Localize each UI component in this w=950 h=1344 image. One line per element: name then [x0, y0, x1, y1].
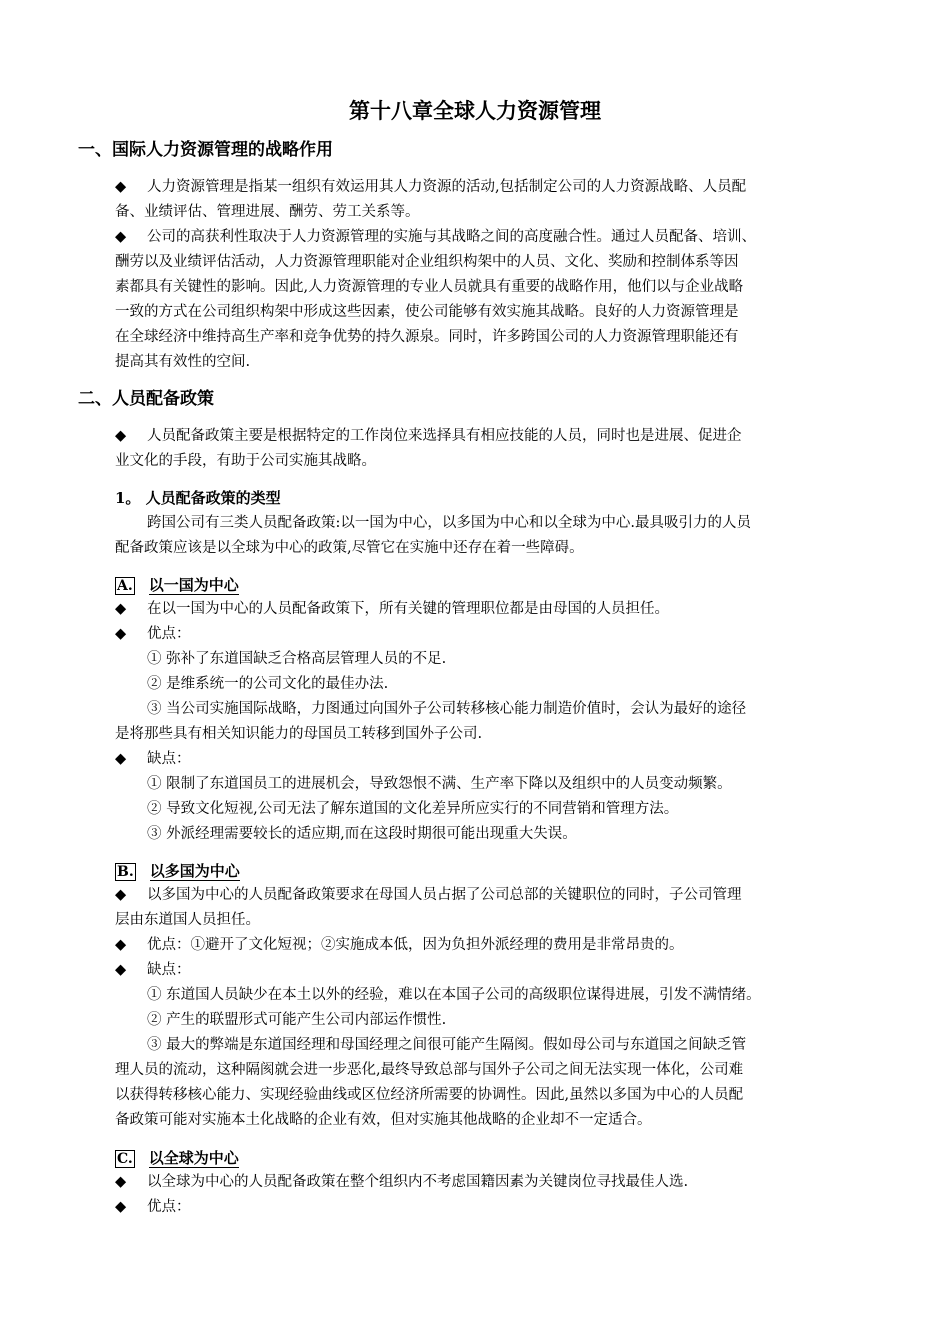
paragraph-line: 是将那些具有相关知识能力的母国员工转移到国外子公司. [115, 726, 483, 742]
paragraph-line: 层由东道国人员担任。 [115, 912, 260, 928]
paragraph-line: 优点： [147, 626, 191, 642]
list-item: ② 是维系统一的公司文化的最佳办法. [147, 676, 389, 692]
bullet-paragraph [115, 1195, 191, 1220]
paragraph-line: 缺点： [147, 751, 191, 767]
diamond-bullet-icon: ◆ [115, 751, 127, 767]
bullet-paragraph [115, 175, 746, 200]
list-item: ② 导致文化短视,公司无法了解东道国的文化差异所应实行的不同营销和管理方法。 [147, 801, 679, 817]
bullet-paragraph [115, 1170, 688, 1195]
paragraph-line: 理人员的流动，这种隔阂就会进一步恶化,最终导致总部与国外子公司之间无法实现一体化，公司难 [115, 1062, 744, 1078]
paragraph-line: 以多国为中心的人员配备政策要求在母国人员占据了公司总部的关键职位的同时，子公司管理 [147, 887, 742, 903]
subsection-heading-policy-types: 1。 人员配备政策的类型 [115, 489, 281, 507]
section-label-polycentric [115, 861, 240, 881]
section-heading-staffing-policy: 二、人员配备政策 [78, 389, 214, 409]
bullet-paragraph [115, 424, 742, 449]
list-item: ③ 最大的弊端是东道国经理和母国经理之间很可能产生隔阂。假如母公司与东道国之间缺乏管 [147, 1037, 747, 1053]
list-item: ① 限制了东道国员工的进展机会，导致怨恨不满、生产率下降以及组织中的人员变动频繁。 [147, 776, 732, 792]
diamond-bullet-icon: ◆ [115, 1174, 127, 1190]
diamond-bullet-icon: ◆ [115, 626, 127, 642]
paragraph-line: 备政策可能对实施本土化战略的企业有效，但对实施其他战略的企业却不一定适合。 [115, 1112, 652, 1128]
section-label-ethnocentric [115, 575, 239, 595]
bullet-paragraph [115, 933, 684, 958]
paragraph-line: 酬劳以及业绩评估活动，人力资源管理职能对企业组织构架中的人员、文化、奖励和控制体系等因 [115, 254, 739, 270]
paragraph-line: 以全球为中心的人员配备政策在整个组织内不考虑国籍因素为关键岗位寻找最佳人选. [147, 1174, 689, 1190]
section-label-text: 以全球为中心 [148, 1149, 239, 1167]
diamond-bullet-icon: ◆ [115, 601, 127, 617]
bullet-paragraph [115, 225, 756, 250]
document-title: 第十八章全球人力资源管理 [349, 98, 601, 123]
diamond-bullet-icon: ◆ [115, 887, 127, 903]
section-label-geocentric [115, 1148, 239, 1168]
list-item: ① 弥补了东道国缺乏合格高层管理人员的不足. [147, 651, 447, 667]
paragraph-line: 业文化的手段，有助于公司实施其战略。 [115, 453, 376, 469]
section-label-text: 以多国为中心 [149, 862, 240, 880]
paragraph-line: 在全球经济中维持高生产率和竞争优势的持久源泉。同时，许多跨国公司的人力资源管理职能还有 [115, 329, 739, 345]
paragraph-line: 素都具有关键性的影响。因此,人力资源管理的专业人员就具有重要的战略作用，他们以与企业战略 [115, 279, 744, 295]
section-label-text: 以一国为中心 [148, 576, 239, 594]
bullet-paragraph [115, 747, 191, 772]
paragraph-line: 以获得转移核心能力、实现经验曲线或区位经济所需要的协调性。因此,虽然以多国为中心的人员配 [115, 1087, 744, 1103]
paragraph-line: 人力资源管理是指某一组织有效运用其人力资源的活动,包括制定公司的人力资源战略、人员配 [147, 179, 747, 195]
bullet-paragraph [115, 622, 191, 647]
list-item: ③ 外派经理需要较长的适应期,而在这段时期很可能出现重大失误。 [147, 826, 577, 842]
paragraph-line: 人员配备政策主要是根据特定的工作岗位来选择具有相应技能的人员，同时也是进展、促进企 [147, 428, 742, 444]
list-item: ① 东道国人员缺少在本土以外的经验，难以在本国子公司的高级职位谋得进展，引发不满情绪。 [147, 987, 761, 1003]
bullet-paragraph [115, 597, 669, 622]
section-letter: C. [117, 1151, 133, 1167]
diamond-bullet-icon: ◆ [115, 179, 127, 195]
diamond-bullet-icon: ◆ [115, 229, 127, 245]
paragraph-line: 缺点： [147, 962, 191, 978]
paragraph-line: 一致的方式在公司组织构架中形成这些因素，使公司能够有效实施其战略。良好的人力资源管理是 [115, 304, 739, 320]
paragraph-line: 跨国公司有三类人员配备政策:以一国为中心，以多国为中心和以全球为中心.最具吸引力的人员 [147, 515, 751, 531]
list-item: ③ 当公司实施国际战略，力图通过向国外子公司转移核心能力制造价值时，会认为最好的途径 [147, 701, 747, 717]
diamond-bullet-icon: ◆ [115, 428, 127, 444]
paragraph-line: 在以一国为中心的人员配备政策下，所有关键的管理职位都是由母国的人员担任。 [147, 601, 669, 617]
paragraph-line: 优点：①避开了文化短视；②实施成本低，因为负担外派经理的费用是非常昂贵的。 [147, 937, 684, 953]
bullet-paragraph [115, 958, 191, 983]
diamond-bullet-icon: ◆ [115, 1199, 127, 1215]
diamond-bullet-icon: ◆ [115, 962, 127, 978]
paragraph-line: 优点： [147, 1199, 191, 1215]
section-letter: B. [117, 864, 134, 880]
paragraph-line: 备、业绩评估、管理进展、酬劳、劳工关系等。 [115, 204, 420, 220]
list-item: ② 产生的联盟形式可能产生公司内部运作惯性. [147, 1012, 447, 1028]
diamond-bullet-icon: ◆ [115, 937, 127, 953]
bullet-paragraph [115, 883, 742, 908]
paragraph-line: 公司的高获利性取决于人力资源管理的实施与其战略之间的高度融合性。通过人员配备、培训、 [147, 229, 756, 245]
section-letter: A. [117, 578, 133, 594]
paragraph-line: 提高其有效性的空间. [115, 354, 251, 370]
section-heading-strategic-role: 一、国际人力资源管理的战略作用 [78, 140, 333, 160]
paragraph-line: 配备政策应该是以全球为中心的政策,尽管它在实施中还存在着一些障碍。 [115, 540, 584, 556]
